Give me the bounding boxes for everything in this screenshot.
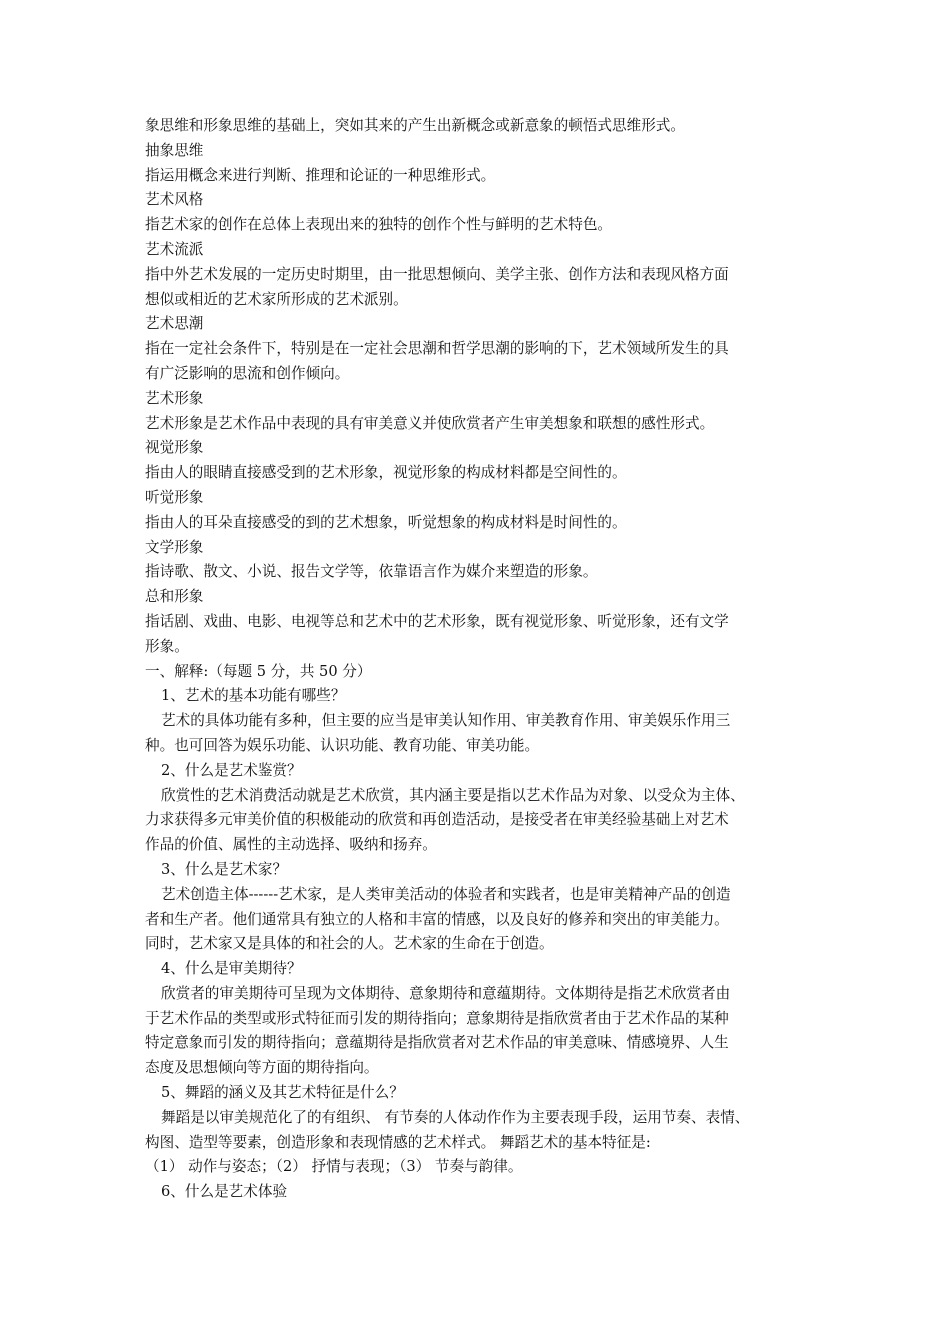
answer-line: 于艺术作品的类型或形式特征而引发的期待指向；意象期待是指欣赏者由于艺术作品的某种 xyxy=(145,1009,729,1027)
term-definition: 形象。 xyxy=(145,637,189,655)
answer-line: 同时，艺术家又是具体的和社会的人。艺术家的生命在于创造。 xyxy=(145,935,554,953)
answer-line: 态度及思想倾向等方面的期待指向。 xyxy=(145,1059,379,1077)
answer-line: 艺术创造主体------艺术家，是人类审美活动的体验者和实践者，也是审美精神产品的创造 xyxy=(161,885,731,903)
question-title: 2、什么是艺术鉴赏？ xyxy=(161,761,302,779)
term-definition: 指由人的眼睛直接感受到的艺术形象，视觉形象的构成材料都是空间性的。 xyxy=(145,464,627,482)
term-title: 视觉形象 xyxy=(145,439,204,457)
term-definition: 指运用概念来进行判断、推理和论证的一种思维形式。 xyxy=(145,166,496,184)
section-heading: 一、解释:（每题 5 分，共 50 分） xyxy=(145,662,372,680)
term-definition: 指艺术家的创作在总体上表现出来的独特的创作个性与鲜明的艺术特色。 xyxy=(145,216,613,234)
term-definition: 指中外艺术发展的一定历史时期里，由一批思想倾向、美学主张、创作方法和表现风格方面 xyxy=(145,265,729,283)
intro-text: 象思维和形象思维的基础上，突如其来的产生出新概念或新意象的顿悟式思维形式。 xyxy=(145,117,685,134)
term-title: 艺术形象 xyxy=(145,389,204,407)
answer-line: 力求获得多元审美价值的积极能动的欣赏和再创造活动，是接受者在审美经验基础上对艺术 xyxy=(145,811,729,829)
answer-line: 欣赏性的艺术消费活动就是艺术欣赏，其内涵主要是指以艺术作品为对象、以受众为主体、 xyxy=(161,786,745,804)
term-definition: 有广泛影响的思流和创作倾向。 xyxy=(145,364,350,382)
document-body xyxy=(145,114,815,1205)
term-definition: 指话剧、戏曲、电影、电视等总和艺术中的艺术形象，既有视觉形象、听觉形象，还有文学 xyxy=(145,612,729,630)
term-title: 总和形象 xyxy=(145,588,204,606)
term-title: 文学形象 xyxy=(145,538,204,556)
term-title: 艺术思潮 xyxy=(145,315,204,333)
term-definition: 指诗歌、散文、小说、报告文学等，依靠语言作为媒介来塑造的形象。 xyxy=(145,563,598,581)
answer-line: 者和生产者。他们通常具有独立的人格和丰富的情感，以及良好的修养和突出的审美能力。 xyxy=(145,910,729,928)
answer-line: 艺术的具体功能有多种，但主要的应当是审美认知作用、审美教育作用、审美娱乐作用三 xyxy=(161,712,731,730)
answer-line: 种。也可回答为娱乐功能、认识功能、教育功能、审美功能。 xyxy=(145,736,540,754)
term-title: 艺术风格 xyxy=(145,191,204,209)
term-title: 抽象思维 xyxy=(145,141,204,159)
term-title: 艺术流派 xyxy=(145,240,204,258)
term-definition: 想似或相近的艺术家所形成的艺术派别。 xyxy=(145,290,408,308)
question-title: 3、什么是艺术家？ xyxy=(161,860,288,878)
term-definition: 指在一定社会条件下，特别是在一定社会思潮和哲学思潮的影响的下，艺术领域所发生的具 xyxy=(145,340,729,358)
answer-line: 欣赏者的审美期待可呈现为文体期待、意象期待和意蕴期待。文体期待是指艺术欣赏者由 xyxy=(161,984,731,1002)
question-title: 4、什么是审美期待？ xyxy=(161,960,302,978)
question-title: 5、舞蹈的涵义及其艺术特征是什么？ xyxy=(161,1084,404,1102)
term-title: 听觉形象 xyxy=(145,488,204,506)
feature-list: （1） 动作与姿态；（2） 抒情与表现；（3） 节奏与韵律。 xyxy=(145,1158,523,1176)
term-definition: 指由人的耳朵直接感受的到的艺术想象，听觉想象的构成材料是时间性的。 xyxy=(145,513,627,531)
answer-line: 作品的价值、属性的主动选择、吸纳和扬弃。 xyxy=(145,836,437,854)
answer-line: 舞蹈是以审美规范化了的有组织、 有节奏的人体动作作为主要表现手段，运用节奏、表情、 xyxy=(161,1108,750,1126)
answer-line: 特定意象而引发的期待指向；意蕴期待是指欣赏者对艺术作品的审美意味、情感境界、人生 xyxy=(145,1034,729,1052)
question-title: 1、艺术的基本功能有哪些？ xyxy=(161,687,346,705)
term-definition: 艺术形象是艺术作品中表现的具有审美意义并使欣赏者产生审美想象和联想的感性形式。 xyxy=(145,414,715,432)
answer-line: 构图、造型等要素，创造形象和表现情感的艺术样式。 舞蹈艺术的基本特征是: xyxy=(145,1133,651,1151)
question-title: 6、什么是艺术体验 xyxy=(161,1183,288,1201)
